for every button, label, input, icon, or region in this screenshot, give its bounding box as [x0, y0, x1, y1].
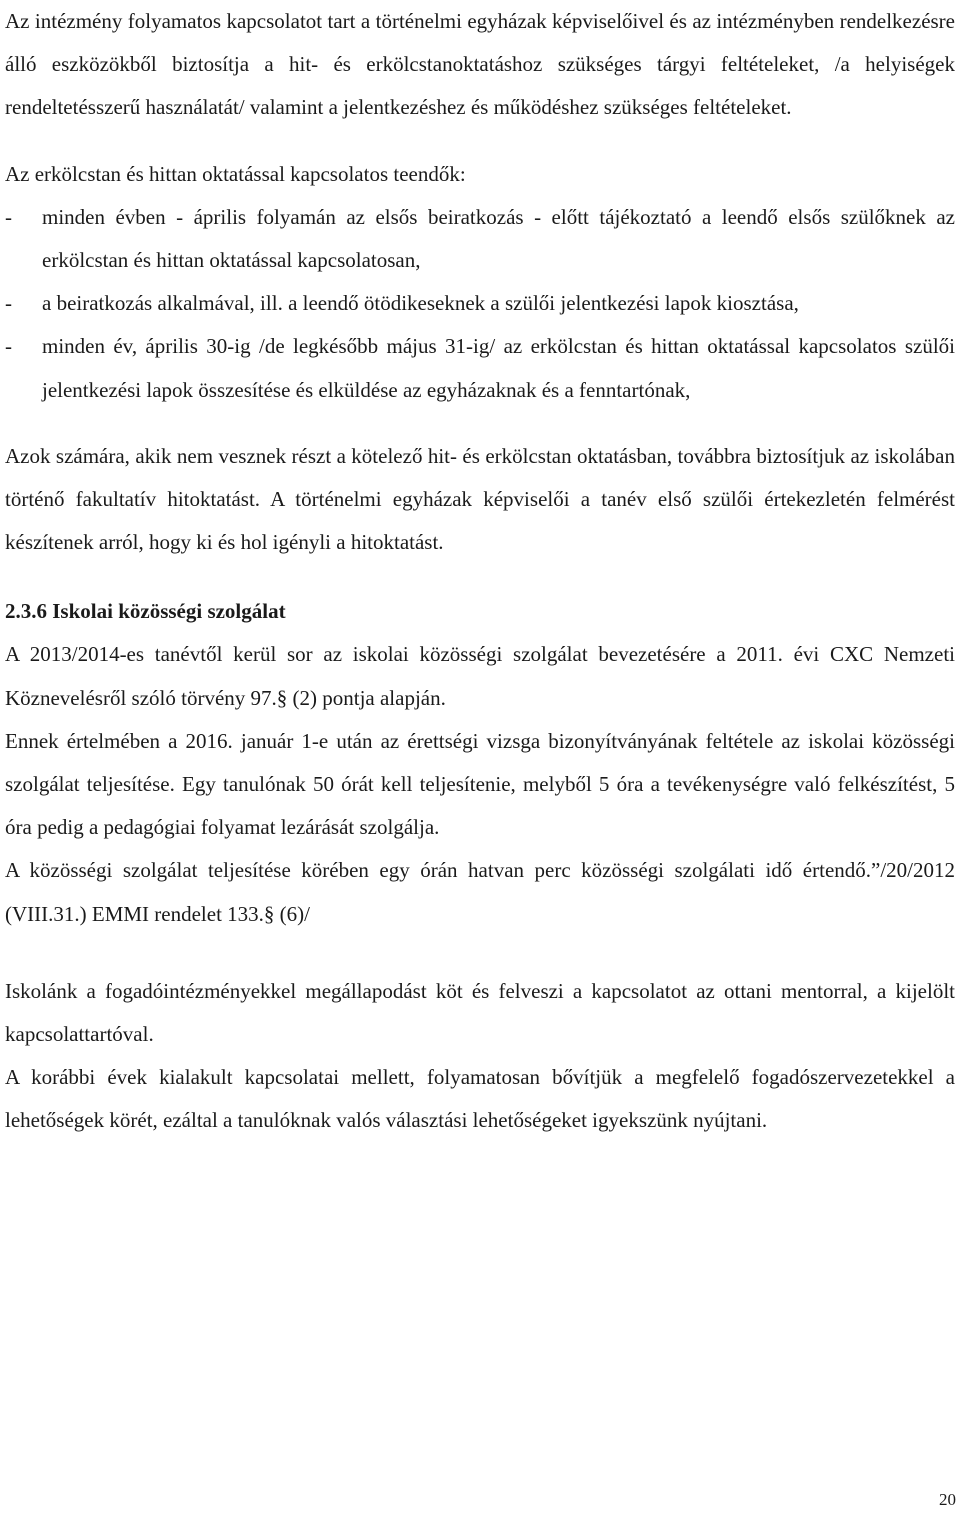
- spacer: [5, 412, 955, 435]
- tasks-list: [5, 196, 955, 412]
- section-heading: 2.3.6 Iskolai közösségi szolgálat: [5, 599, 286, 624]
- page-number: 20: [939, 1490, 956, 1509]
- spacer: [5, 936, 955, 970]
- intro-paragraph: Az intézmény folyamatos kapcsolatot tart a történelmi egyházak képviselőivel és az intézményben rendelkezésre álló eszközökből biztosítja a hit- és erkölcstanoktatáshoz szükséges tárgyi feltételeket, /a helyiségek rendeltetésszerű használatát/ valamint a jelentkezéshez és működéshez szükséges feltételeket.: [5, 9, 955, 120]
- list-item-text: minden év, április 30-ig /de legkésőbb május 31-ig/ az erkölcstan és hittan oktatással kapcsolatos szülői jelentkezési lapok összesítése és elküldése az egyházaknak és a fenntartónak,: [42, 334, 955, 402]
- dash-bullet: -: [5, 291, 12, 316]
- list-item-text: minden évben - április folyamán az elsős beiratkozás - előtt tájékoztató a leendő elsős szülőknek az erkölcstan és hittan oktatással kapcsolatosan,: [42, 204, 955, 273]
- section-paragraph-5: A korábbi évek kialakult kapcsolatai mellett, folyamatosan bővítjük a megfelelő fogadószervezetekkel a lehetőségek körét, ezáltal a tanulóknak valós választási lehetőségeket igyekszünk nyújtani.: [5, 1065, 955, 1133]
- list-item: [5, 282, 955, 325]
- document-page: [5, 0, 955, 1143]
- tasks-heading: Az erkölcstan és hittan oktatással kapcsolatos teendők:: [5, 161, 466, 186]
- section-paragraph-1: A 2013/2014-es tanévtől kerül sor az iskolai közösségi szolgálat bevezetésére a 2011. évi CXC Nemzeti Köznevelésről szóló törvény 97.§ (2) pontja alapján.: [5, 642, 955, 710]
- optional-religion-paragraph: Azok számára, akik nem vesznek részt a kötelező hit- és erkölcstan oktatásban, továbbra biztosítjuk az iskolában történő fakultatív hitoktatást. A történelmi egyházak képviselői a tanév első szülői értekezletén felmérést készítenek arról, hogy ki és hol igényli a hitoktatást.: [5, 443, 955, 555]
- section-paragraph-4: Iskolánk a fogadóintézményekkel megállapodást köt és felveszi a kapcsolatot az ottani mentorral, a kijelölt kapcsolattartóval.: [5, 978, 955, 1047]
- section-paragraph-3: A közösségi szolgálat teljesítése körében egy órán hatvan perc közösségi szolgálati idő értendő.”/20/2012 (VIII.31.) EMMI rendelet 133.§ (6)/: [5, 858, 955, 926]
- list-item: [5, 196, 955, 282]
- spacer: [5, 564, 955, 590]
- spacer: [5, 130, 955, 153]
- list-item: [5, 325, 955, 411]
- section-paragraph-2: Ennek értelmében a 2016. január 1-e után az érettségi vizsga bizonyítványának feltétele az iskolai közösségi szolgálat teljesítése. Egy tanulónak 50 órát kell teljesítenie, melyből 5 óra a tevékenységre való felkészítést, 5 óra pedig a pedagógiai folyamat lezárását szolgálja.: [5, 728, 955, 840]
- dash-bullet: -: [5, 204, 12, 229]
- list-item-text: a beiratkozás alkalmával, ill. a leendő ötödikeseknek a szülői jelentkezési lapok kiosztása,: [42, 291, 799, 316]
- dash-bullet: -: [5, 334, 12, 359]
